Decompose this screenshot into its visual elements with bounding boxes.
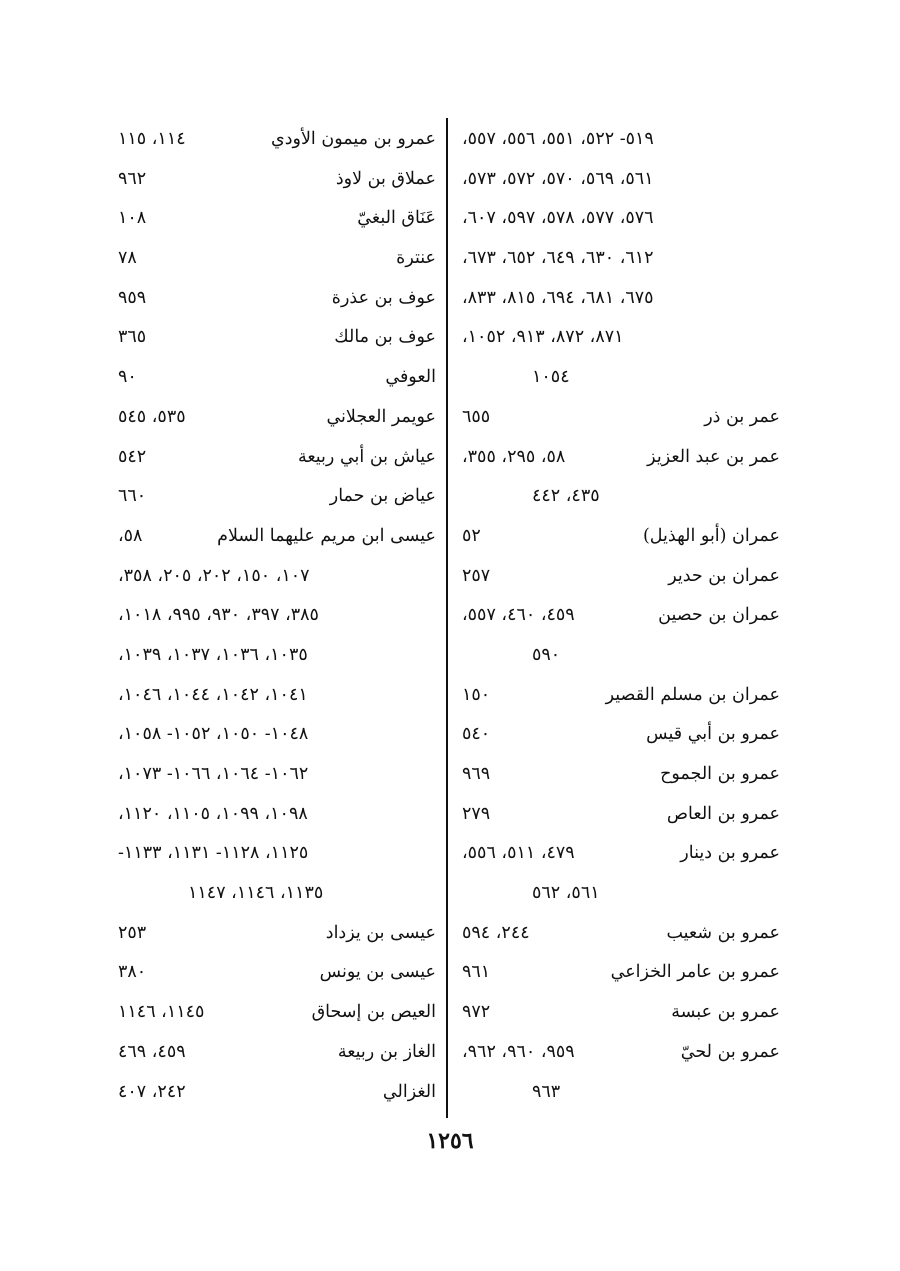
entry-pages: ٤٧٩، ٥١١، ٥٥٦، xyxy=(462,843,575,864)
index-entry xyxy=(462,398,780,438)
entry-name: عمران بن حصين xyxy=(658,605,780,626)
continuation-pages: ٩٦٣ xyxy=(532,1081,561,1102)
continuation-pages: ٣٨٥، ٣٩٧، ٩٣٠، ٩٩٥، ١٠١٨، xyxy=(118,605,319,626)
entry-name: عمرو بن عبسة xyxy=(671,1002,780,1023)
index-entry xyxy=(462,795,780,835)
entry-name: العيص بن إسحاق xyxy=(311,1002,436,1023)
index-continuation-line xyxy=(462,199,780,239)
index-continuation-line xyxy=(462,318,780,358)
continuation-pages: ١٠٤١، ١٠٤٢، ١٠٤٤، ١٠٤٦، xyxy=(118,684,308,705)
continuation-pages: ١٠٧، ١٥٠، ٢٠٢، ٢٠٥، ٣٥٨، xyxy=(118,565,310,586)
entry-name: عمرو بن دينار xyxy=(680,843,780,864)
continuation-pages: ٥٦١، ٥٦٩، ٥٧٠، ٥٧٢، ٥٧٣، xyxy=(462,168,654,189)
entry-pages: ٩٥٩، ٩٦٠، ٩٦٢، xyxy=(462,1041,575,1062)
entry-pages: ٣٨٠ xyxy=(118,962,147,983)
index-continuation-line xyxy=(118,676,436,716)
continuation-pages: ٦٧٥، ٦٨١، ٦٩٤، ٨١٥، ٨٣٣، xyxy=(462,287,654,308)
continuation-pages: ٦١٢، ٦٣٠، ٦٤٩، ٦٥٢، ٦٧٣، xyxy=(462,248,654,269)
index-column-left xyxy=(118,120,436,1112)
entry-name: عوف بن مالك xyxy=(334,327,436,348)
index-entry xyxy=(118,398,436,438)
index-continuation-line xyxy=(118,834,436,874)
entry-pages: ٢٥٣ xyxy=(118,922,147,943)
continuation-pages: ١٠٣٥، ١٠٣٦، ١٠٣٧، ١٠٣٩، xyxy=(118,644,308,665)
entry-pages: ١٥٠ xyxy=(462,684,491,705)
index-continuation-line xyxy=(118,755,436,795)
index-entry xyxy=(118,120,436,160)
entry-pages: ٥٨، xyxy=(118,525,143,546)
entry-pages: ٩٦٩ xyxy=(462,764,491,784)
index-continuation-line xyxy=(462,239,780,279)
continuation-pages: ٥٦١، ٥٦٢ xyxy=(532,883,600,904)
entry-pages: ٤٥٩، ٤٦٠، ٥٥٧، xyxy=(462,605,575,626)
entry-pages: ٢٧٩ xyxy=(462,803,491,824)
index-entry xyxy=(118,953,436,993)
entry-pages: ٢٤٢، ٤٠٧ xyxy=(118,1081,186,1102)
continuation-pages: ١١٢٥، ١١٢٨- ١١٣١، ١١٣٣- xyxy=(118,843,309,864)
entry-name: عمران بن مسلم القصير xyxy=(605,684,780,705)
entry-pages: ٧٨ xyxy=(118,248,137,269)
index-entry xyxy=(118,279,436,319)
index-entry xyxy=(118,517,436,557)
index-entry xyxy=(118,477,436,517)
index-continuation-line xyxy=(462,874,780,914)
index-continuation-line xyxy=(118,874,436,914)
continuation-pages: ١١٣٥، ١١٤٦، ١١٤٧ xyxy=(188,883,324,904)
index-entry xyxy=(462,676,780,716)
entry-pages: ٩٠ xyxy=(118,367,137,388)
entry-pages: ٦٦٠ xyxy=(118,486,147,507)
index-entry xyxy=(118,914,436,954)
index-entry xyxy=(118,1033,436,1073)
index-continuation-line xyxy=(118,557,436,597)
index-continuation-line xyxy=(462,1073,780,1113)
index-entry xyxy=(462,755,780,795)
entry-pages: ٩٥٩ xyxy=(118,287,147,308)
entry-name: عمر بن ذر xyxy=(704,406,780,427)
entry-pages: ٢٤٤، ٥٩٤ xyxy=(462,922,530,943)
entry-pages: ١١٤، ١١٥ xyxy=(118,129,186,149)
index-entry xyxy=(118,239,436,279)
entry-name: عمرو بن عامر الخزاعي xyxy=(610,962,780,983)
continuation-pages: ١٠٥٤ xyxy=(532,367,570,388)
entry-name: عوف بن عذرة xyxy=(331,287,436,308)
index-entry xyxy=(462,715,780,755)
continuation-pages: ٨٧١، ٨٧٢، ٩١٣، ١٠٥٢، xyxy=(462,327,624,348)
column-divider xyxy=(446,118,448,1118)
entry-name: الغاز بن ربيعة xyxy=(337,1041,436,1062)
entry-name: عملاق بن لاوذ xyxy=(335,168,436,189)
index-continuation-line xyxy=(118,715,436,755)
entry-name: عمرو بن شعيب xyxy=(666,922,780,943)
index-continuation-line xyxy=(462,120,780,160)
index-entry xyxy=(462,517,780,557)
index-entry xyxy=(462,557,780,597)
index-continuation-line xyxy=(118,636,436,676)
continuation-pages: ٤٣٥، ٤٤٢ xyxy=(532,486,600,507)
index-entry xyxy=(462,1033,780,1073)
index-entry xyxy=(462,596,780,636)
entry-pages: ١٠٨ xyxy=(118,208,147,229)
index-continuation-line xyxy=(462,477,780,517)
index-entry xyxy=(462,914,780,954)
index-continuation-line xyxy=(118,596,436,636)
index-entry xyxy=(462,993,780,1033)
entry-name: عنترة xyxy=(396,248,436,269)
continuation-pages: ٥١٩- ٥٢٢، ٥٥١، ٥٥٦، ٥٥٧، xyxy=(462,129,654,149)
entry-name: عويمر العجلاني xyxy=(326,406,436,427)
entry-name: عمرو بن العاص xyxy=(666,803,780,824)
entry-name: عمران (أبو الهذيل) xyxy=(642,525,780,546)
entry-pages: ٥٤٢ xyxy=(118,446,147,467)
entry-name: عياش بن أبي ربيعة xyxy=(297,446,436,467)
index-continuation-line xyxy=(118,795,436,835)
entry-pages: ٩٦١ xyxy=(462,962,491,983)
entry-name: عمرو بن ميمون الأودي xyxy=(271,129,436,149)
index-column-right xyxy=(462,120,780,1112)
entry-name: عمر بن عبد العزيز xyxy=(647,446,780,467)
index-continuation-line xyxy=(462,160,780,200)
continuation-pages: ١٠٤٨- ١٠٥٠، ١٠٥٢- ١٠٥٨، xyxy=(118,724,309,745)
entry-pages: ٢٥٧ xyxy=(462,565,491,586)
entry-pages: ٥٤٠ xyxy=(462,724,491,745)
index-entry xyxy=(462,834,780,874)
entry-pages: ٤٥٩، ٤٦٩ xyxy=(118,1041,186,1062)
entry-name: عيسى بن يونس xyxy=(319,962,436,983)
entry-pages: ١١٤٥، ١١٤٦ xyxy=(118,1002,205,1023)
entry-name: عيسى بن يزداد xyxy=(325,922,436,943)
entry-name: عياض بن حمار xyxy=(329,486,436,507)
index-entry xyxy=(462,438,780,478)
index-continuation-line xyxy=(462,636,780,676)
index-entry xyxy=(118,358,436,398)
entry-name: عمران بن حدير xyxy=(668,565,780,586)
index-entry xyxy=(118,438,436,478)
entry-name: الغزالي xyxy=(382,1081,436,1102)
index-entry xyxy=(462,953,780,993)
entry-pages: ٥٢ xyxy=(462,525,481,546)
entry-name: عمرو بن الجموح xyxy=(660,764,780,784)
entry-pages: ٩٧٢ xyxy=(462,1002,491,1023)
entry-pages: ٦٥٥ xyxy=(462,406,491,427)
entry-name: العوفي xyxy=(385,367,436,388)
index-entry xyxy=(118,318,436,358)
index-entry xyxy=(118,160,436,200)
entry-pages: ٥٣٥، ٥٤٥ xyxy=(118,406,186,427)
index-entry xyxy=(118,993,436,1033)
entry-pages: ٣٦٥ xyxy=(118,327,147,348)
continuation-pages: ٥٧٦، ٥٧٧، ٥٧٨، ٥٩٧، ٦٠٧، xyxy=(462,208,654,229)
page-number: ١٢٥٦ xyxy=(426,1128,474,1154)
index-entry xyxy=(118,199,436,239)
entry-name: عَنَاق البغيّ xyxy=(357,208,436,229)
continuation-pages: ٥٩٠ xyxy=(532,644,561,665)
entry-name: عمرو بن لحيّ xyxy=(680,1041,780,1062)
index-entry xyxy=(118,1073,436,1113)
index-continuation-line xyxy=(462,358,780,398)
continuation-pages: ١٠٦٢- ١٠٦٤، ١٠٦٦- ١٠٧٣، xyxy=(118,764,309,784)
entry-pages: ٥٨، ٢٩٥، ٣٥٥، xyxy=(462,446,566,467)
entry-pages: ٩٦٢ xyxy=(118,168,147,189)
continuation-pages: ١٠٩٨، ١٠٩٩، ١١٠٥، ١١٢٠، xyxy=(118,803,308,824)
index-continuation-line xyxy=(462,279,780,319)
entry-name: عيسى ابن مريم عليهما السلام xyxy=(217,525,436,546)
entry-name: عمرو بن أبي قيس xyxy=(646,724,780,745)
